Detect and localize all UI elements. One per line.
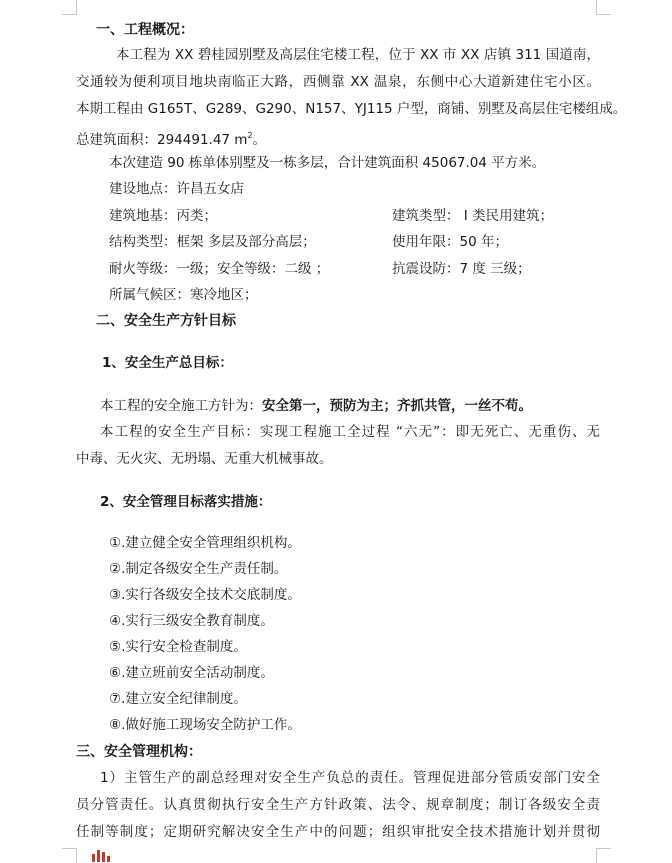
measure-item: ①.建立健全安全管理组织机构。 — [109, 535, 301, 551]
measure-item: ⑥.建立班前安全活动制度。 — [109, 665, 274, 681]
section3-line3: 任制等制度；定期研究解决安全生产中的问题；组织审批安全技术措施计划并贯彻 — [76, 824, 600, 840]
measure-item: ②.制定各级安全生产责任制。 — [109, 561, 288, 577]
safety-policy-prefix: 本工程的安全施工方针为： — [100, 398, 262, 414]
measure-item: ⑧.做好施工现场安全防护工作。 — [109, 717, 301, 733]
structure-type: 结构类型：框架 多层及部分高层； — [109, 234, 316, 250]
total-area-end: 。 — [252, 132, 267, 148]
measure-item: ④.实行三级安全教育制度。 — [109, 613, 274, 629]
fire-resistance-grade: 耐火等级：一级；安全等级：二级 ； — [109, 261, 330, 277]
safety-measures-subheading: 2、安全管理目标落实措施： — [100, 494, 272, 510]
measure-item: ⑤.实行安全检查制度。 — [109, 639, 247, 655]
safety-goal-subheading: 1、安全生产总目标： — [102, 355, 233, 371]
page-corner-mark-bottom-right — [596, 848, 611, 863]
total-area-text: 总建筑面积：294491.47 m — [76, 132, 248, 148]
section1-para1-line3: 本期工程由 G165T、G289、G290、N157、YJ115 户型，商铺、别墅及高层住宅楼组成。 — [76, 101, 627, 117]
section1-heading: 一、工程概况： — [96, 22, 194, 38]
page-corner-mark-top-left — [62, 0, 77, 15]
page-corner-mark-top-right — [596, 0, 611, 15]
section3-line2: 员分管责任。认真贯彻执行安全生产方针政策、法令、规章制度；制订各级安全责 — [76, 797, 600, 813]
section3-heading: 三、安全管理机构： — [76, 744, 202, 760]
safety-goal-line2: 中毒、无火灾、无坍塌、无重大机械事故。 — [76, 451, 333, 467]
seismic-fortification: 抗震设防：7 度 三级； — [392, 261, 531, 277]
bar-chart-logo-icon — [86, 846, 116, 862]
page-corner-mark-bottom-left — [62, 848, 77, 863]
construction-location: 建设地点：许昌五女店 — [109, 181, 244, 197]
total-area — [76, 126, 266, 150]
total-area-unit-sup: 2 — [247, 131, 253, 140]
section3-line1: 1）主管生产的副总经理对安全生产负总的责任。管理促进部分管质安部门安全 — [100, 770, 600, 786]
service-life: 使用年限：50 年； — [392, 234, 508, 250]
section1-para2: 本次建造 90 栋单体别墅及一栋多层，合计建筑面积 45067.04 平方米。 — [109, 155, 546, 171]
section1-para1-line2: 交通较为便利项目地块南临正大路，西侧靠 XX 温泉，东侧中心大道新建住宅小区。 — [76, 74, 600, 90]
measure-item: ⑦.建立安全纪律制度。 — [109, 691, 247, 707]
building-type: 建筑类型： I 类民用建筑； — [392, 208, 554, 224]
safety-policy — [100, 396, 532, 416]
measure-item: ③.实行各级安全技术交底制度。 — [109, 587, 301, 603]
safety-policy-bold: 安全第一，预防为主；齐抓共管，一丝不苟。 — [262, 398, 532, 414]
section1-para1-line1: 本工程为 XX 碧桂园别墅及高层住宅楼工程，位于 XX 市 XX 店镇 311 国道南， — [116, 47, 600, 63]
climate-zone: 所属气候区：寒冷地区； — [109, 287, 258, 303]
section2-heading: 二、安全生产方针目标 — [96, 313, 236, 329]
safety-goal-line1: 本工程的安全生产目标：实现工程施工全过程 “六无”：即无死亡、无重伤、无 — [100, 424, 600, 440]
building-foundation: 建筑地基：丙类； — [109, 208, 217, 224]
